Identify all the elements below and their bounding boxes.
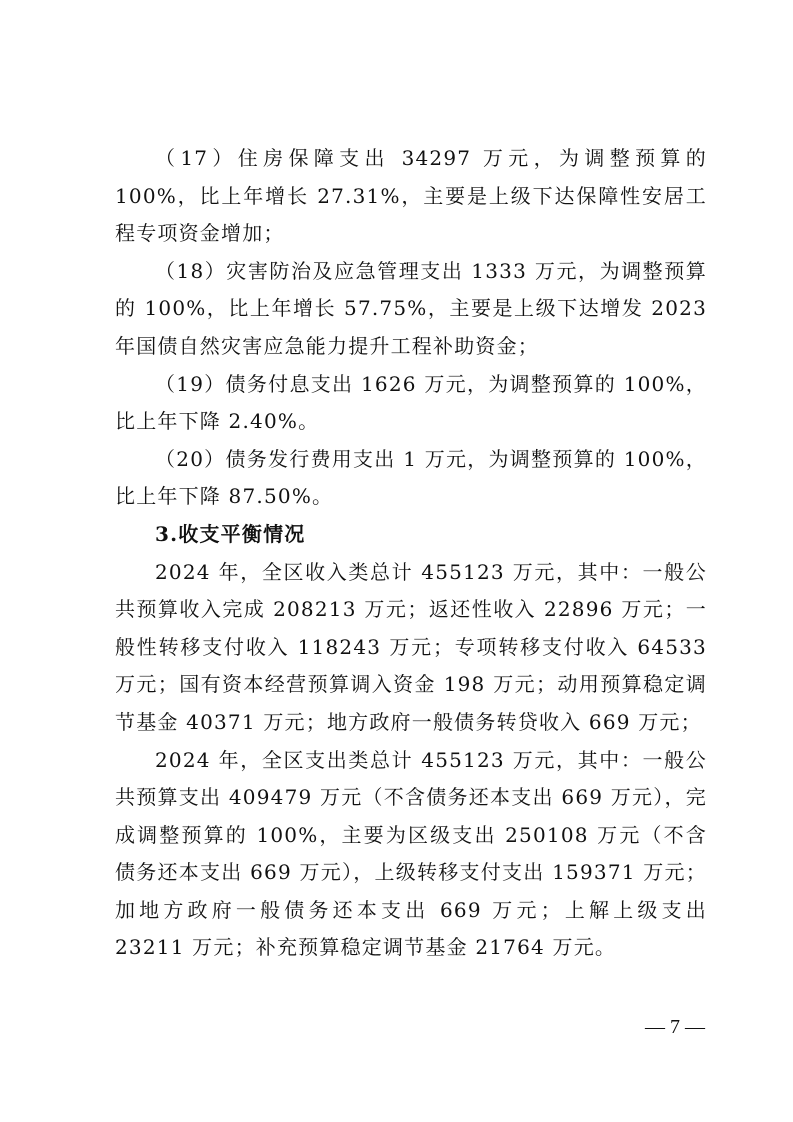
section-heading-balance: 3.收支平衡情况 — [155, 521, 306, 546]
paragraph-expenditure-total: 2024 年，全区支出类总计 455123 万元，其中：一般公共预算支出 409479 万元（不含债务还本支出 669 万元），完成调整预算的 100%，主要为区级支出 250108 万元（不含债务还本支出 669 万元），上级转移支付支出 159371 万元；加地方政府一般债务还本支出 669 万元；上解上级支出 23211 万元；补充预算稳定调节基金 21764 万元。 — [115, 747, 707, 960]
paragraph-debt-issuance: （20）债务发行费用支出 1 万元，为调整预算的 100%，比上年下降 87.50%。 — [115, 446, 707, 509]
paragraph-debt-interest: （19）债务付息支出 1626 万元，为调整预算的 100%，比上年下降 2.40%。 — [115, 371, 707, 434]
page-number: — 7 — — [645, 1016, 705, 1038]
document-body — [115, 140, 707, 967]
paragraph-revenue-total: 2024 年，全区收入类总计 455123 万元，其中：一般公共预算收入完成 208213 万元；返还性收入 22896 万元；一般性转移支付收入 118243 万元；专项转移支付收入 64533 万元；国有资本经营预算调入资金 198 万元；动用预算稳定调节基金 40371 万元；地方政府一般债务转贷收入 669 万元； — [115, 559, 707, 734]
paragraph-housing-security: （17）住房保障支出 34297 万元，为调整预算的 100%，比上年增长 27.31%，主要是上级下达保障性安居工程专项资金增加； — [115, 146, 707, 246]
paragraph-disaster-prevention: （18）灾害防治及应急管理支出 1333 万元，为调整预算的 100%，比上年增长 57.75%，主要是上级下达增发 2023 年国债自然灾害应急能力提升工程补助资金； — [115, 258, 707, 358]
